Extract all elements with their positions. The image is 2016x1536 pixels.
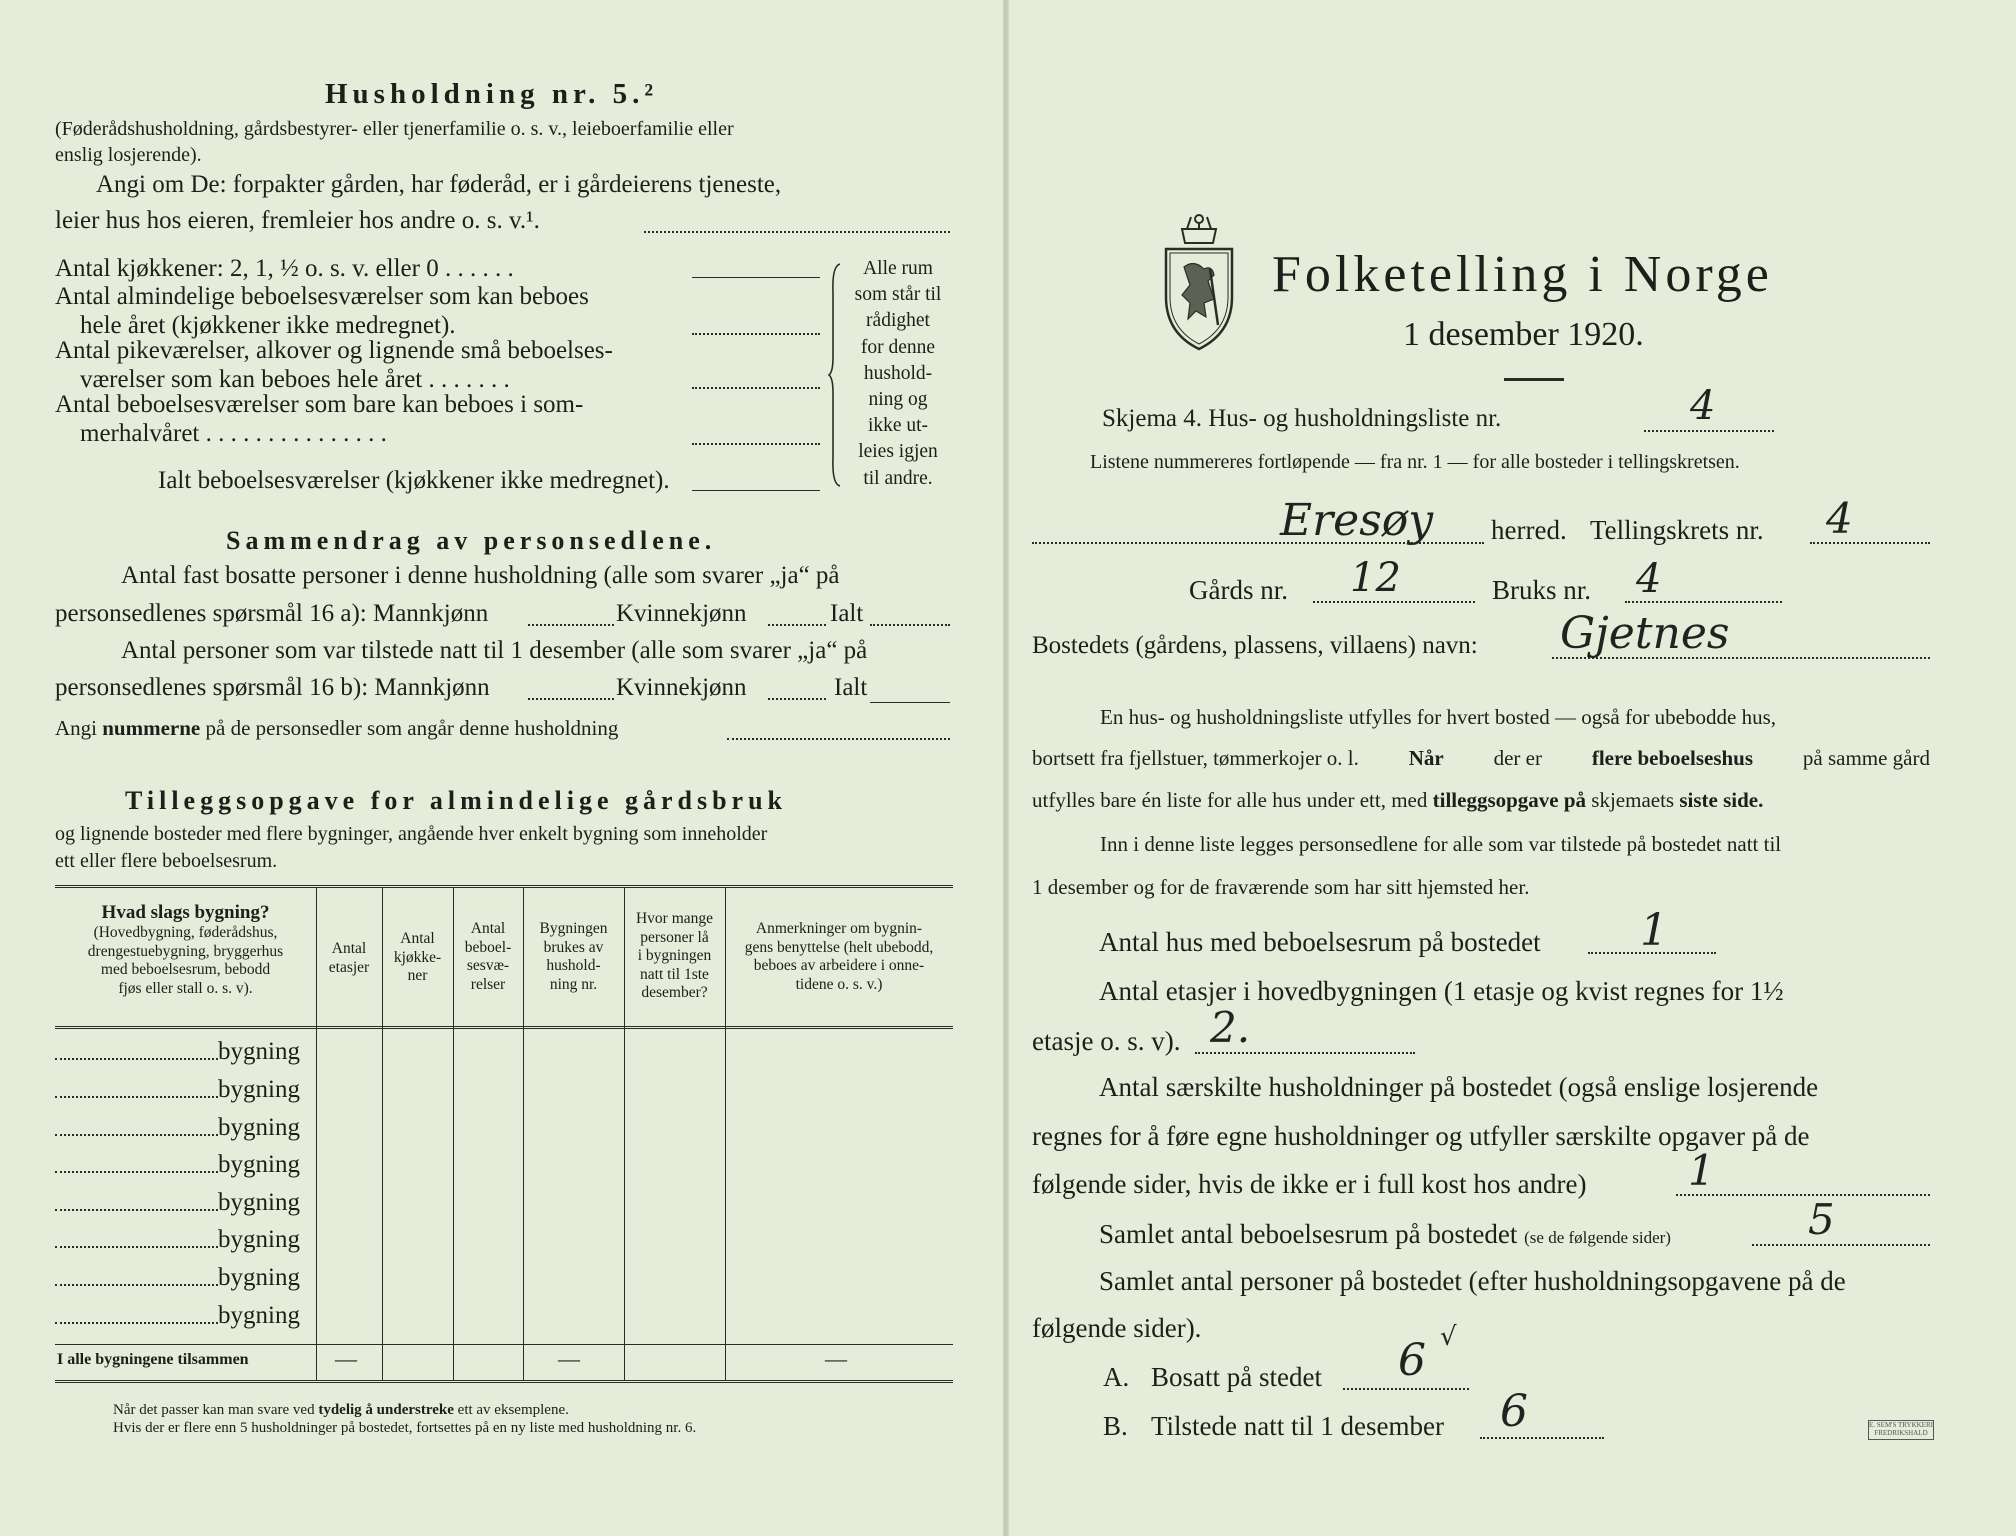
household-title: Husholdning nr. 5.²	[325, 78, 659, 110]
col-remarks-line: beboes av arbeidere i onne-	[753, 957, 925, 974]
brace-note	[844, 256, 952, 492]
q-rooms-label-main: Samlet antal beboelsesrum på bostedet	[1099, 1219, 1518, 1249]
present-male-line	[528, 698, 614, 700]
title-rule	[1504, 378, 1564, 381]
rooms-kitchens: Antal kjøkkener: 2, 1, ½ o. s. v. eller 0 . . . . . .	[55, 255, 514, 282]
q-floors-label-1: Antal etasjer i hovedbygningen (1 etasje og kvist regnes for 1½	[1099, 976, 1784, 1006]
household-note-line-2: enslig losjerende).	[55, 144, 202, 166]
row-fill-line	[55, 1322, 218, 1324]
angi-text-1: Angi om De: forpakter gården, har føderåd, er i gårdeierens tjeneste,	[96, 171, 782, 198]
skjema-label: Skjema 4. Hus- og husholdningsliste nr.	[1102, 405, 1502, 432]
info-line-3-part: utfylles bare én liste for alle hus under ett, med	[1032, 788, 1428, 812]
brace-note-line: leies igjen	[858, 441, 938, 463]
resident-female-label: Kvinnekjønn	[616, 600, 747, 627]
q-households-label-2: regnes for å føre egne husholdninger og utfyller særskilte opgaver på de	[1032, 1121, 1810, 1151]
col-kitchens-line: ner	[407, 967, 428, 984]
col-persons-line: natt til 1ste	[640, 965, 709, 983]
info-line-2-emphasis: flere beboelseshus	[1591, 746, 1754, 770]
angi-text-2: leier hus hos eieren, fremleier hos andre o. s. v.¹.	[55, 207, 540, 234]
small-answer-line	[692, 387, 820, 389]
tellingskrets-handwritten-value: 4	[1826, 494, 1853, 543]
col-rooms-line: Antal	[470, 920, 506, 937]
col-persons-line: i bygningen	[637, 947, 712, 964]
summary-present-1: Antal personer som var tilstede natt til 1 desember (alle som svarer „ja“ på	[121, 637, 868, 664]
q-households-label-3: følgende sider, hvis de ikke er i full kost hos andre)	[1032, 1169, 1587, 1199]
addon-text-1: og lignende bosteder med flere bygninger, angående hver enkelt bygning som inneholder	[55, 823, 768, 845]
q-rooms-label-note: (se de følgende sider)	[1524, 1228, 1671, 1247]
gards-fill-line	[1313, 601, 1475, 603]
summary-resident-1: Antal fast bosatte personer i denne husholdning (alle som svarer „ja“ på	[121, 562, 840, 589]
q-resident-fill-line	[1343, 1388, 1469, 1390]
q-households-label-1: Antal særskilte husholdninger på bostedet (også enslige losjerende	[1099, 1072, 1819, 1102]
col-persons-line: desember?	[641, 984, 708, 1001]
present-total-line	[870, 702, 950, 703]
q-floors-fill-line	[1195, 1052, 1415, 1054]
bosted-handwritten-value: Gjetnes	[1560, 608, 1730, 659]
listene-note: Listene nummereres fortløpende — fra nr. 1 — for alle bosteder i tellingskretsen.	[1090, 451, 1740, 473]
herred-handwritten-value: Eresøy	[1280, 495, 1434, 546]
brace-note-line: ning og	[868, 389, 928, 411]
info-line-3-emphasis: siste side.	[1679, 788, 1764, 812]
summary-present-2: personsedlenes spørsmål 16 b): Mannkjønn	[55, 674, 490, 701]
info-line-4: Inn i denne liste legges personsedlene for alle som var tilstede på bostedet natt til	[1100, 832, 1782, 856]
col-floors-header	[316, 940, 382, 977]
angi-nummerne	[55, 716, 618, 741]
row-label: bygning	[218, 1264, 300, 1291]
q-persons-label-2: følgende sider).	[1032, 1313, 1202, 1343]
kitchens-answer-line	[692, 277, 820, 278]
q-present-letter: B.	[1103, 1411, 1128, 1441]
brace-note-line: ikke ut-	[867, 415, 929, 437]
footnote-1-part: Når det passer kan man svare ved	[113, 1402, 315, 1418]
page-fold	[1003, 0, 1009, 1536]
col-household-header	[523, 920, 624, 994]
col-household-line: hushold-	[546, 957, 601, 974]
skjema-fill-line	[1644, 430, 1774, 432]
q-resident-letter: A.	[1103, 1362, 1130, 1392]
summary-resident-2: personsedlenes spørsmål 16 a): Mannkjønn	[55, 600, 489, 627]
printer-stamp: E. SEM'S TRYKKERI FREDRIKSHALD	[1868, 1420, 1934, 1440]
col-remarks-line: gens benyttelse (helt ubebodd,	[744, 938, 934, 956]
col-floors-line: etasjer	[328, 958, 370, 976]
summary-title: Sammendrag av personsedlene.	[226, 526, 717, 555]
row-fill-line	[55, 1096, 218, 1098]
angi-nummerne-word-2: nummerne	[102, 716, 201, 740]
col-kitchens-line: kjøkke-	[393, 948, 442, 966]
nummerne-fill-line	[727, 738, 950, 740]
gards-handwritten-value: 12	[1350, 555, 1401, 601]
ordinary-answer-line	[692, 333, 820, 335]
col-remarks-header	[725, 920, 953, 994]
q-present-label: Tilstede natt til 1 desember	[1151, 1411, 1444, 1441]
col-persons-header	[624, 910, 725, 1003]
table-total-rule	[55, 1344, 953, 1345]
footnote-2: Hvis der er flere enn 5 husholdninger på bostedet, fortsettes på en ny liste med husholdning nr. 6.	[113, 1420, 697, 1436]
col-rooms-line: relser	[470, 975, 506, 993]
total-remarks-dash: —	[825, 1346, 847, 1371]
present-female-label: Kvinnekjønn	[616, 674, 747, 701]
col-rooms-line: beboel-	[464, 938, 512, 956]
col-remarks-line: Anmerkninger om bygnin-	[755, 920, 923, 937]
row-fill-line	[55, 1209, 218, 1211]
col-building-type-sub: fjøs eller stall o. s. v).	[118, 979, 253, 997]
q-houses-label: Antal hus med beboelsesrum på bostedet	[1099, 927, 1541, 957]
q-resident-label: Bosatt på stedet	[1151, 1362, 1322, 1392]
row-label: bygning	[218, 1226, 300, 1253]
info-line-3	[1032, 788, 1763, 813]
total-household-dash: —	[558, 1346, 580, 1371]
col-building-type-sub: (Hovedbygning, føderådshus,	[93, 924, 278, 941]
col-building-type-sub: med beboelsesrum, bebodd	[100, 961, 271, 978]
col-persons-line: personer lå	[640, 928, 709, 946]
rooms-total: Ialt beboelsesværelser (kjøkkener ikke medregnet).	[158, 467, 670, 494]
rooms-small-2: værelser som kan beboes hele året . . . . . . .	[80, 366, 510, 393]
row-fill-line	[55, 1058, 218, 1060]
row-fill-line	[55, 1284, 218, 1286]
tellingskrets-label: Tellingskrets nr.	[1590, 515, 1764, 545]
rooms-ordinary-1: Antal almindelige beboelsesværelser som kan beboes	[55, 283, 589, 310]
footnote-1-part: ett av eksemplene.	[457, 1402, 569, 1418]
info-line-2-part: på samme gård	[1802, 746, 1930, 770]
brace-note-line: Alle rum	[863, 258, 933, 279]
bosted-label: Bostedets (gårdens, plassens, villaens) navn:	[1032, 632, 1478, 659]
addon-text-2: ett eller flere beboelsesrum.	[55, 850, 278, 872]
checkmark-icon: √	[1440, 1322, 1457, 1352]
table-header-rule	[55, 1026, 953, 1029]
col-kitchens-header	[382, 930, 453, 986]
brace-note-line: for denne	[860, 336, 936, 358]
bruks-handwritten-value: 4	[1636, 556, 1662, 602]
col-rooms-header	[453, 920, 523, 994]
q-present-handwritten-value: 6	[1500, 1386, 1528, 1437]
household-note-line-1: (Føderådshusholdning, gårdsbestyrer- eller tjenerfamilie o. s. v., leieboerfamilie eller	[55, 118, 734, 140]
row-label: bygning	[218, 1151, 300, 1178]
building-table	[55, 885, 953, 1383]
col-household-line: Bygningen	[539, 920, 608, 937]
resident-male-line	[528, 624, 614, 626]
bruks-label: Bruks nr.	[1492, 575, 1592, 605]
present-total-label: Ialt	[834, 674, 868, 701]
info-line-2-emphasis: Når	[1408, 746, 1444, 770]
resident-total-label: Ialt	[830, 600, 864, 627]
total-rooms-answer-line	[692, 490, 820, 491]
info-line-3-part: skjemaets	[1591, 788, 1675, 812]
brace-note-line: som står til	[854, 284, 942, 306]
info-line-2	[1032, 746, 1930, 771]
brace-icon	[828, 262, 842, 488]
row-label: bygning	[218, 1038, 300, 1065]
q-rooms-fill-line	[1752, 1244, 1930, 1246]
col-kitchens-line: Antal	[400, 930, 435, 947]
col-building-type-title: Hvad slags bygning?	[101, 902, 270, 923]
skjema-handwritten-value: 4	[1690, 383, 1716, 429]
col-building-type-sub: drengestuebygning, bryggerhus	[87, 942, 284, 960]
q-floors-handwritten-value: 2.	[1210, 1003, 1251, 1052]
resident-total-line	[870, 624, 950, 626]
info-line-5: 1 desember og for de fraværende som har sitt hjemsted her.	[1032, 875, 1530, 899]
row-label: bygning	[218, 1302, 300, 1329]
q-present-fill-line	[1480, 1437, 1604, 1439]
col-floors-line: Antal	[331, 940, 367, 957]
row-label: bygning	[218, 1114, 300, 1141]
row-label: bygning	[218, 1076, 300, 1103]
rooms-ordinary-2: hele året (kjøkkener ikke medregnet).	[80, 312, 456, 339]
present-female-line	[768, 698, 826, 700]
summer-answer-line	[692, 443, 820, 445]
q-households-handwritten-value: 1	[1688, 1146, 1715, 1195]
rooms-summer-2: merhalvåret . . . . . . . . . . . . . . .	[80, 420, 387, 447]
col-household-line: brukes av	[543, 938, 604, 956]
total-floors-dash: —	[335, 1346, 357, 1371]
coat-of-arms-icon	[1160, 207, 1238, 353]
info-line-3-emphasis: tilleggsopgave på	[1432, 788, 1587, 812]
q-rooms-label	[1099, 1219, 1671, 1250]
angi-nummerne-word-1: Angi	[55, 716, 97, 740]
q-resident-handwritten-value: 6	[1398, 1335, 1426, 1386]
rooms-summer-1: Antal beboelsesværelser som bare kan beboes i som-	[55, 391, 584, 418]
brace-note-line: rådighet	[866, 310, 930, 332]
form-title: Folketelling i Norge	[1272, 246, 1773, 303]
footnote-1-emphasis: tydelig å understreke	[318, 1402, 454, 1418]
col-building-type-header	[55, 902, 316, 998]
brace-note-line: til andre.	[863, 467, 933, 489]
form-date: 1 desember 1920.	[1403, 316, 1644, 353]
info-line-2-part: bortsett fra fjellstuer, tømmerkojer o. l.	[1032, 746, 1359, 770]
rooms-small-1: Antal pikeværelser, alkover og lignende små beboelses-	[55, 337, 613, 364]
resident-female-line	[768, 624, 826, 626]
col-remarks-line: tidene o. s. v.)	[795, 975, 883, 993]
row-label: bygning	[218, 1189, 300, 1216]
q-houses-handwritten-value: 1	[1640, 905, 1668, 956]
q-rooms-handwritten-value: 5	[1808, 1195, 1835, 1244]
brace-note-line: hushold-	[863, 362, 933, 384]
row-fill-line	[55, 1134, 218, 1136]
angi-nummerne-word-3: på de personsedler som angår denne husholdning	[205, 716, 619, 740]
herred-label: herred.	[1491, 515, 1567, 545]
gards-label: Gårds nr.	[1189, 575, 1288, 605]
row-fill-line	[55, 1246, 218, 1248]
q-floors-label-2: etasje o. s. v).	[1032, 1026, 1181, 1056]
footnote-1	[113, 1402, 569, 1419]
q-persons-label-1: Samlet antal personer på bostedet (efter husholdningsopgavene på de	[1099, 1266, 1846, 1296]
addon-title: Tilleggsopgave for almindelige gårdsbruk	[125, 786, 788, 815]
info-line-2-part: der er	[1493, 746, 1542, 770]
row-fill-line	[55, 1171, 218, 1173]
col-household-line: ning nr.	[549, 975, 598, 993]
col-rooms-line: sesvæ-	[466, 957, 510, 974]
info-line-1: En hus- og husholdningsliste utfylles for hvert bosted — også for ubebodde hus,	[1100, 705, 1776, 729]
angi-fill-line	[644, 231, 950, 233]
col-persons-line: Hvor mange	[635, 910, 714, 927]
table-total-label: I alle bygningene tilsammen	[57, 1351, 249, 1368]
